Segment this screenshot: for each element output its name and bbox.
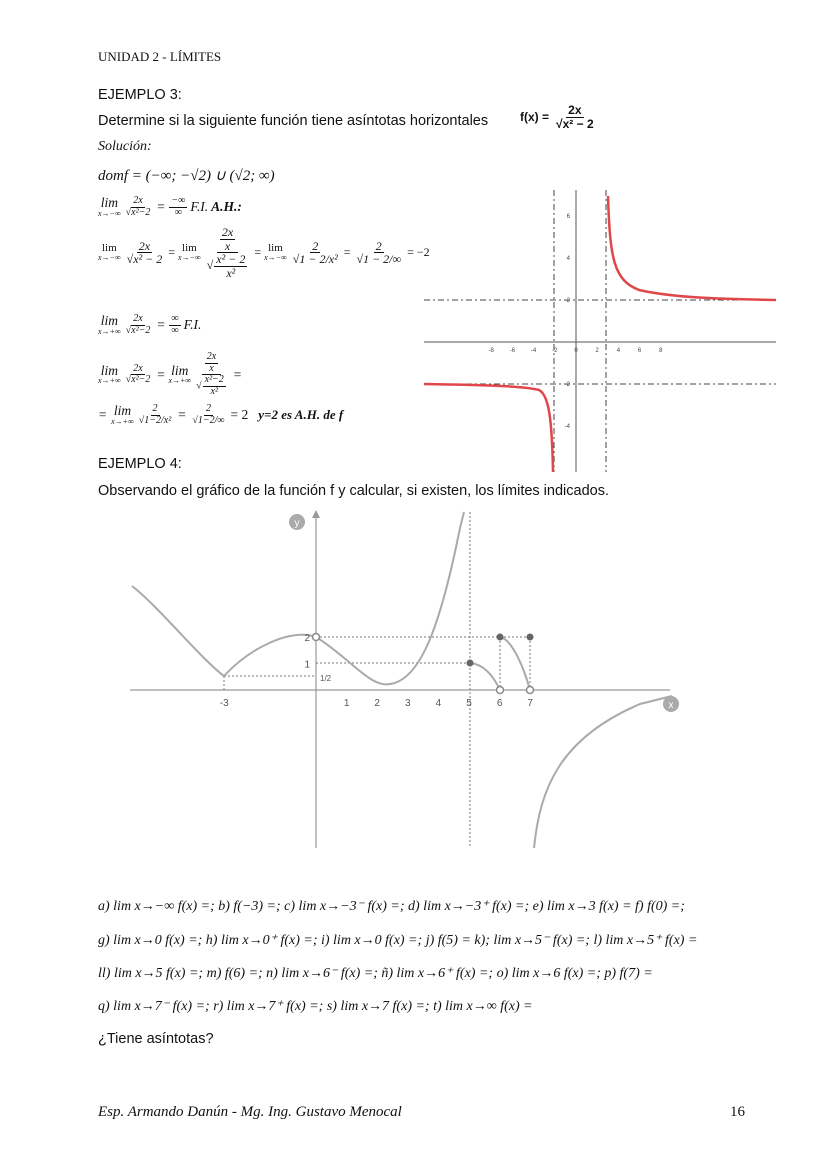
asymptote-question: ¿Tiene asíntotas? [98,1031,214,1047]
limit-line-4: lim x→+∞ $\frac{2x}{\text{√x²−2}}$ = lim x→+∞ $\frac{2x}{x}$ √ $\frac{\text{x²−2}}{\text{x²}}$ = [98,351,242,397]
open-point-0-2 [313,634,320,641]
unit-header: UNIDAD 2 - LÍMITES [98,49,222,64]
example3-heading: EJEMPLO 3: [98,87,182,103]
graph1-x-tick: -6 [509,348,516,354]
graph2-x-tick: -3 [219,698,229,709]
graph2-y-tick: 1 [304,659,310,671]
y-arrow-icon [312,510,320,518]
limit-line-1: lim x→−∞ $\frac{2x}{\text{√x²−2}}$ = $\frac{-\infty}{\infty}$ F.I. A.H.: [98,195,242,218]
filled-point-5-1 [467,660,474,667]
graph2-curves [132,512,672,848]
graph2-x-tick: 7 [527,698,533,709]
x-axis-letter: x [668,700,674,711]
line2-result: = −2 [407,245,430,260]
graph2-x-tick: 6 [496,698,503,709]
exercise-line-4: q) lim x→7⁻ f(x) =; r) lim x→7⁺ f(x) =; s) lim x→7 f(x) =; t) lim x→∞ f(x) = [98,999,533,1014]
filled-point-6-2 [497,634,504,641]
function-numerator: 2x [568,103,582,117]
graph1-x-tick: -8 [488,348,494,354]
function-definition [520,104,597,130]
graph1-y-tick: -4 [564,424,570,430]
limit-line-2: lim x→−∞ $\frac{2x}{\text{√x² − 2}}$ = lim x→−∞ $\frac{2x}{x}$ √ $\frac{\text{x² − 2}}{\text{x²}}$ = lim x→−∞ $\frac{2}{\text{√1 − 2/x²}}$ = $\frac{2}{√1 - 2/\infty}$ = −2 [98,225,430,280]
graph2-guides [224,512,530,848]
domain-line: domf = (−∞; −√2) ∪ (√2; ∞) [98,168,275,184]
limit-line-5: = lim x→+∞ $\frac{2}{\text{√1−2/x²}}$ = $\frac{2}{√1-2/\infty}$ = 2 y=2 es A.H. de f [98,403,344,426]
graph1-x-tick: 0 [574,348,578,354]
graph1-y-tick: 6 [566,214,570,220]
fi-label: F.I. [190,199,209,214]
graph1-x-tick: -2 [552,348,558,354]
exercise-line-2: g) lim x→0 f(x) =; h) lim x→0⁺ f(x) =; i) lim x→0 f(x) =; j) f(5) = k); lim x→5⁻ f(x) =; l) lim x→5⁺ f(x) = [98,933,698,948]
example4-statement: Observando el gráfico de la función f y calcular, si existen, los límites indicados. [98,483,609,499]
example4-heading: EJEMPLO 4: [98,456,182,472]
graph2-y-tick: 2 [304,633,310,644]
graph1-x-tick: 4 [616,348,621,354]
graph2-y-tick: 1/2 [320,673,332,683]
line3-fi: F.I. [183,317,202,332]
exercise-line-3: ll) lim x→5 f(x) =; m) f(6) =; n) lim x→6⁻ f(x) =; ñ) lim x→6⁺ f(x) =; o) lim x→6 f(x) =; p) f(7) = [98,966,653,981]
line5-result: = 2 [230,407,249,422]
graph2-x-tick: 5 [466,698,472,709]
graph2-x-tick: 2 [374,698,380,709]
page-number: 16 [730,1104,745,1120]
graph1-left-branch [424,384,553,472]
curve-parabola [316,512,464,684]
curve-6-7 [500,637,530,690]
graph2-x-tick: 3 [405,698,411,709]
y-axis-letter: y [294,518,300,529]
graph1-y-tick: -2 [564,382,570,388]
graph1-right-branch [608,196,776,300]
graph1-x-tick: 8 [659,348,663,354]
curve-to-zero [224,635,316,676]
graph2-x-tick: 4 [435,698,442,709]
graph1-x-tick: -4 [530,348,537,354]
function-graph [120,508,690,853]
open-point-6-0 [497,687,504,694]
graph1-x-tick: 6 [637,348,642,354]
solution-label: Solución: [98,139,152,154]
graph1-x-tick: 2 [595,348,599,354]
graph1-y-tick: 2 [566,298,570,304]
graph2-x-tick: 1 [343,698,350,709]
open-point-7-0 [527,687,534,694]
exercise-line-1: a) lim x→−∞ f(x) =; b) f(−3) =; c) lim x→−3⁻ f(x) =; d) lim x→−3⁺ f(x) =; e) lim x→3 f(x) = f) f(0) =; [98,899,685,914]
graph1-y-tick: 4 [566,256,570,262]
filled-point-7-2 [527,634,534,641]
curve-5-6 [470,663,500,690]
asymptote-graph [424,190,778,472]
limit-line-3: lim x→+∞ $\frac{2x}{\text{√x²−2}}$ = $\frac{\infty}{\infty}$ F.I. [98,313,202,336]
graph1-axes [424,190,776,472]
example3-statement: Determine si la siguiente función tiene asíntotas horizontales [98,113,489,129]
function-denominator: √x² − 2 [556,116,594,131]
curve-left-branch [132,586,224,676]
limit-sub: x→−∞ [98,208,121,218]
function-label: f(x) = [520,110,550,125]
curve-right-branch [534,696,672,848]
ah-label: A.H.: [211,199,242,214]
footer-authors: Esp. Armando Danún - Mg. Ing. Gustavo Menocal [98,1104,402,1120]
line5-note: y=2 es A.H. de f [258,407,344,422]
